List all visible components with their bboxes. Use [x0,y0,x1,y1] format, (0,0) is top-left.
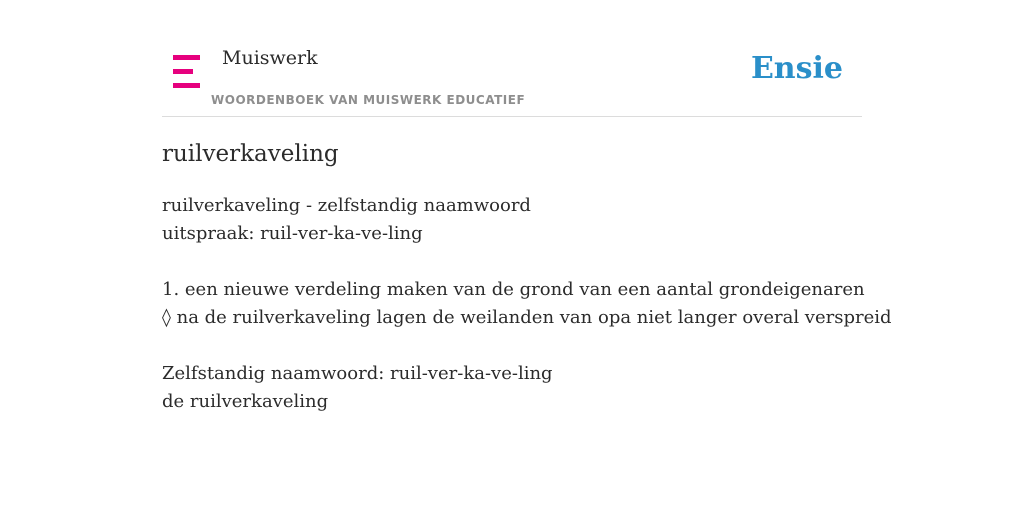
definition-line: 1. een nieuwe verdeling maken van de grond van een aantal grondeigenaren [162,279,865,300]
header [162,0,862,117]
dictionary-subtitle: WOORDENBOEK VAN MUISWERK EDUCATIEF [211,93,526,107]
publisher-name[interactable]: Muiswerk [222,47,318,69]
spacer [162,332,862,360]
ensie-logo[interactable]: Ensie [750,51,843,86]
spacer [162,248,862,276]
article-line: de ruilverkaveling [162,391,329,412]
grammar-line: Zelfstandig naamwoord: ruil-ver-ka-ve-ling [162,363,553,384]
pronunciation-line: uitspraak: ruil-ver-ka-ve-ling [162,223,423,244]
muiswerk-logo-icon[interactable] [173,55,200,88]
entry-content [162,138,892,416]
example-line: ◊ na de ruilverkaveling lagen de weilanden van opa niet langer overal verspreid [162,307,892,328]
page-title: ruilverkaveling [162,141,339,167]
part-of-speech-line: ruilverkaveling - zelfstandig naamwoord [162,195,531,216]
